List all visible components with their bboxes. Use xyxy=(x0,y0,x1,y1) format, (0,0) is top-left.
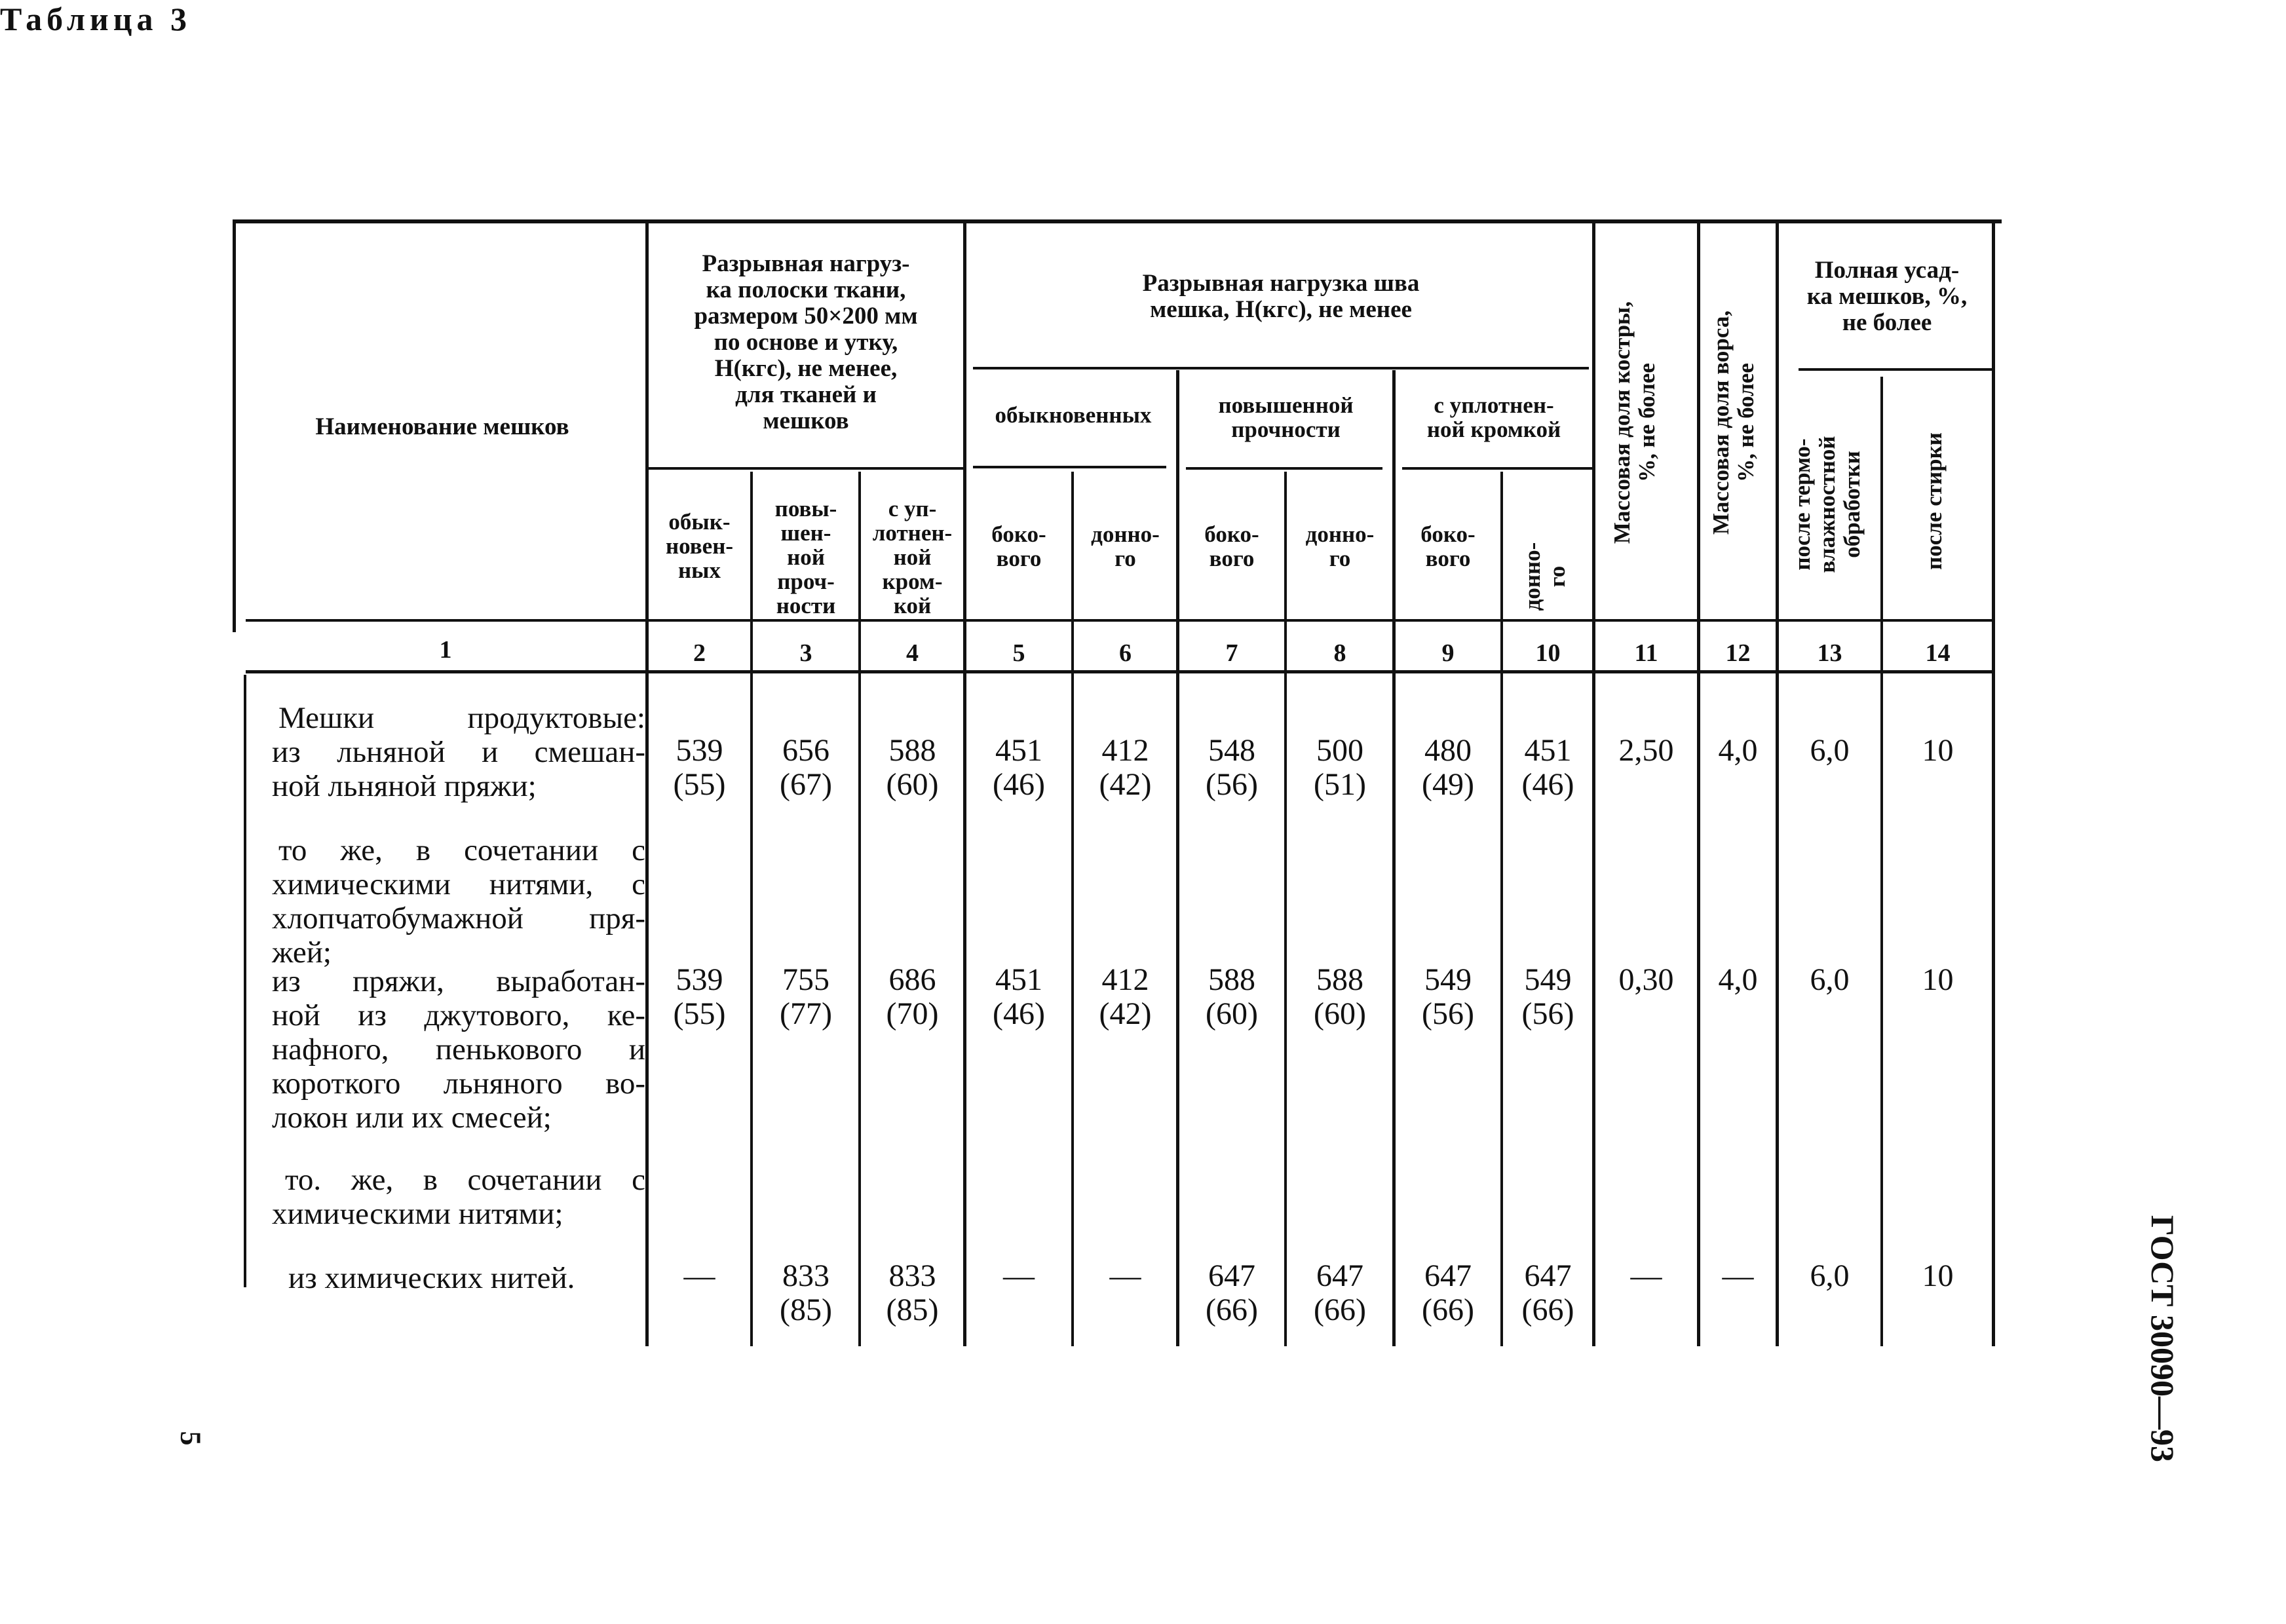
g1-sub3-line: кром- xyxy=(882,569,943,594)
group3-line: не более xyxy=(1842,309,1932,336)
group3-line: Полная усад- xyxy=(1814,257,1960,284)
cell-line: (66) xyxy=(1521,1293,1574,1327)
header-g1-high-strength xyxy=(753,497,858,618)
side-seam-line: вого xyxy=(1425,546,1471,571)
g1-sub2-line: ности xyxy=(776,593,836,618)
cell-line: 412 xyxy=(1101,962,1149,997)
col-left-rule-lower xyxy=(244,675,246,1287)
cell-line: (49) xyxy=(1422,767,1474,802)
group1-line: Н(кгс), не менее, xyxy=(714,355,898,382)
row-name-line: то же, в сочетании с xyxy=(278,833,645,867)
col-number: 4 xyxy=(906,639,919,667)
group1-line: мешков xyxy=(763,407,849,434)
table-cell xyxy=(1075,734,1176,802)
table-cell xyxy=(1779,963,1880,997)
header-side-seam-9 xyxy=(1396,522,1500,571)
cell-line: (42) xyxy=(1099,767,1152,802)
sub-divider-3 xyxy=(1402,467,1592,470)
g1-sub3-line: кой xyxy=(893,593,932,618)
cell-line: (56) xyxy=(1521,996,1574,1031)
table-cell xyxy=(1700,1259,1776,1293)
table-cell xyxy=(1287,963,1392,1031)
bottom-seam-rot-line: донно- xyxy=(1519,542,1545,611)
header-bottom-seam-8 xyxy=(1287,522,1392,571)
table-cell xyxy=(1287,1259,1392,1327)
bottom-seam-line: го xyxy=(1329,546,1351,571)
cell-line: 647 xyxy=(1316,1258,1363,1293)
row-name-line: ной из джутового, ке- xyxy=(272,998,645,1032)
table-cell xyxy=(1595,963,1697,997)
header-group1 xyxy=(652,251,960,434)
cell-line: 10 xyxy=(1922,733,1954,768)
col-sep-2-3 xyxy=(750,472,753,1346)
header-group3 xyxy=(1779,257,1995,336)
header-g2-sealed-edge xyxy=(1396,393,1592,442)
cell-line: (66) xyxy=(1422,1293,1474,1327)
col13-line: влажностной xyxy=(1814,436,1840,573)
col-number: 2 xyxy=(693,639,706,667)
g1-sub3-line: ной xyxy=(893,544,932,570)
table-cell xyxy=(1700,963,1776,997)
table-cell xyxy=(1884,963,1992,997)
g2-sealed-line: с уплотнен- xyxy=(1434,392,1554,418)
g1-sub3-line: лотнен- xyxy=(872,520,953,546)
page-number: 5 xyxy=(174,1431,207,1446)
table-cell xyxy=(753,734,858,802)
table-title: Таблица 3 xyxy=(0,1,192,37)
bottom-seam-rot-line: го xyxy=(1544,565,1570,588)
cell-line: — xyxy=(683,1258,715,1293)
table-cell xyxy=(753,963,858,1031)
group1-line: для тканей и xyxy=(735,381,877,408)
cell-line: (55) xyxy=(673,996,726,1031)
table-cell xyxy=(1504,963,1592,1031)
cell-line: 549 xyxy=(1524,962,1572,997)
cell-line: 451 xyxy=(995,733,1042,768)
header-g1-ordinary xyxy=(649,510,750,582)
row-name-line: химическими нитями; xyxy=(272,1197,563,1231)
row-name-line: короткого льняного во- xyxy=(272,1067,645,1101)
cell-line: 647 xyxy=(1524,1258,1572,1293)
g1-sub1-line: ных xyxy=(678,557,721,583)
cell-line: — xyxy=(1722,1258,1754,1293)
cell-line: (70) xyxy=(886,996,939,1031)
header-g2-ordinary: обыкновенных xyxy=(995,402,1152,428)
table-cell xyxy=(1396,1259,1500,1327)
table-cell xyxy=(1595,1259,1697,1293)
cell-line: 6,0 xyxy=(1810,962,1850,997)
g1-sub1-line: обык- xyxy=(668,509,731,535)
side-seam-line: боко- xyxy=(991,521,1046,547)
row-name-line: нафного, пенькового и xyxy=(272,1032,645,1067)
col-sep-6-7 xyxy=(1176,370,1179,1346)
table-cell xyxy=(649,734,750,802)
table-cell xyxy=(1595,734,1697,768)
g2-high-line: прочности xyxy=(1231,417,1341,442)
cell-line: (55) xyxy=(673,767,726,802)
cell-line: 755 xyxy=(782,962,829,997)
cell-line: 539 xyxy=(676,962,723,997)
cell-line: 10 xyxy=(1922,962,1954,997)
group3-divider xyxy=(1799,368,1995,371)
table-cell xyxy=(862,1259,963,1327)
col-number: 10 xyxy=(1535,639,1561,667)
row-name-line: ной льняной пряжи; xyxy=(272,769,537,803)
header-col13-heat-treatment xyxy=(1790,400,1869,609)
sub-divider-2 xyxy=(1186,467,1382,470)
cell-line: 4,0 xyxy=(1718,733,1758,768)
g1-sub3-line: с уп- xyxy=(888,496,937,521)
cell-line: (85) xyxy=(886,1293,939,1327)
group1-line: Разрывная нагруз- xyxy=(702,250,910,277)
cell-line: 656 xyxy=(782,733,829,768)
cell-line: 686 xyxy=(888,962,936,997)
header-bottom-rule xyxy=(246,619,1995,622)
cell-line: (56) xyxy=(1206,767,1258,802)
g1-sub2-line: повы- xyxy=(774,496,837,521)
header-name-col: Наименование мешков xyxy=(315,413,569,440)
side-seam-line: боко- xyxy=(1204,521,1259,547)
cell-line: — xyxy=(1109,1258,1141,1293)
cell-line: (66) xyxy=(1314,1293,1366,1327)
cell-line: (46) xyxy=(1521,767,1574,802)
group1-line: размером 50×200 мм xyxy=(694,303,918,330)
side-seam-line: боко- xyxy=(1420,521,1476,547)
cell-line: (46) xyxy=(993,767,1045,802)
cell-line: 6,0 xyxy=(1810,733,1850,768)
g2-sealed-line: ной кромкой xyxy=(1426,417,1561,442)
col-sep-13-14 xyxy=(1880,377,1883,1346)
row-name-line: хлопчатобумажной пря- xyxy=(272,901,645,935)
table-cell xyxy=(1884,1259,1992,1293)
g1-sub1-line: новен- xyxy=(665,533,734,559)
cell-line: (60) xyxy=(1314,996,1366,1031)
cell-line: 480 xyxy=(1424,733,1472,768)
cell-line: (60) xyxy=(886,767,939,802)
col-sep-12-13 xyxy=(1776,219,1779,1346)
header-bottom-seam-6 xyxy=(1075,522,1176,571)
cell-line: 451 xyxy=(995,962,1042,997)
row-name-line: Мешки продуктовые: xyxy=(278,701,645,735)
table-cell xyxy=(862,734,963,802)
col-left-rule xyxy=(233,219,236,632)
cell-line: (77) xyxy=(780,996,832,1031)
cell-line: 500 xyxy=(1316,733,1363,768)
col13-line: обработки xyxy=(1839,451,1865,558)
row-name-jute xyxy=(272,964,645,1135)
col-number: 11 xyxy=(1634,639,1658,667)
row-name-flax-chemical xyxy=(272,833,645,970)
header-g2-high-strength xyxy=(1179,393,1392,442)
row-name-line: из химических нитей. xyxy=(288,1261,575,1295)
sub-divider-1 xyxy=(973,466,1166,468)
cell-line: (56) xyxy=(1422,996,1474,1031)
row-name-line: то. же, в сочетании с xyxy=(285,1163,645,1197)
g1-sub2-line: проч- xyxy=(777,569,835,594)
cell-line: 6,0 xyxy=(1810,1258,1850,1293)
gost-side-label: ГОСТ 30090—93 xyxy=(2144,1215,2181,1463)
row-name-line: из льняной и смешан- xyxy=(272,735,645,769)
cell-line: 412 xyxy=(1101,733,1149,768)
row-name-jute-chemical xyxy=(272,1163,645,1231)
g1-sub2-line: ной xyxy=(787,544,825,570)
group2-line: Разрывная нагрузка шва xyxy=(1142,270,1420,297)
col-sep-9-10 xyxy=(1500,472,1503,1346)
header-bottom-seam-10 xyxy=(1520,521,1572,632)
cell-line: (67) xyxy=(780,767,832,802)
cell-line: (51) xyxy=(1314,767,1366,802)
col-number: 13 xyxy=(1817,639,1842,667)
cell-line: 647 xyxy=(1208,1258,1255,1293)
bottom-seam-line: го xyxy=(1114,546,1136,571)
table-cell xyxy=(649,963,750,1031)
g2-high-line: повышенной xyxy=(1218,392,1354,418)
table-cell xyxy=(966,1259,1071,1293)
group3-line: ка мешков, %, xyxy=(1806,283,1968,310)
group2-divider xyxy=(973,367,1589,369)
cell-line: (60) xyxy=(1206,996,1258,1031)
table-cell xyxy=(753,1259,858,1327)
table-cell xyxy=(1396,734,1500,802)
header-side-seam-5 xyxy=(966,522,1071,571)
row-name-line: локон или их смесей; xyxy=(272,1101,552,1135)
row-name-line: жей; xyxy=(272,935,332,970)
col-sep-8-9 xyxy=(1392,370,1396,1346)
cell-line: (46) xyxy=(993,996,1045,1031)
col-right-rule xyxy=(1992,219,1995,1346)
table-cell xyxy=(1779,1259,1880,1293)
cell-line: 4,0 xyxy=(1718,962,1758,997)
col11-line: Массовая доля костры, xyxy=(1609,301,1635,544)
side-seam-line: вого xyxy=(996,546,1042,571)
table-cell xyxy=(1700,734,1776,768)
g1-sub2-line: шен- xyxy=(780,520,831,546)
header-col14-washing: после стирки xyxy=(1921,432,1947,570)
table-cell xyxy=(966,734,1071,802)
table-cell xyxy=(1075,963,1176,1031)
col-sep-3-4 xyxy=(858,472,861,1346)
cell-line: 588 xyxy=(1316,962,1363,997)
cell-line: 588 xyxy=(888,733,936,768)
col-sep-10-11 xyxy=(1592,219,1595,1346)
col-sep-11-12 xyxy=(1697,219,1700,1346)
sub-divider-g1 xyxy=(649,467,963,470)
cell-line: (66) xyxy=(1206,1293,1258,1327)
cell-line: — xyxy=(1003,1258,1035,1293)
table-cell xyxy=(1075,1259,1176,1293)
col11-line: %, не более xyxy=(1634,363,1660,482)
col-sep-5-6 xyxy=(1071,472,1074,1346)
row-name-line: химическими нитями, с xyxy=(272,867,645,901)
header-group2 xyxy=(970,271,1592,323)
group1-line: по основе и утку, xyxy=(714,329,898,356)
cell-line: 539 xyxy=(676,733,723,768)
cell-line: 451 xyxy=(1524,733,1572,768)
group2-line: мешка, Н(кгс), не менее xyxy=(1150,296,1412,323)
table-cell xyxy=(1504,1259,1592,1327)
cell-line: 833 xyxy=(888,1258,936,1293)
row-name-products xyxy=(272,701,645,803)
side-seam-line: вого xyxy=(1209,546,1255,571)
cell-line: 647 xyxy=(1424,1258,1472,1293)
cell-line: 588 xyxy=(1208,962,1255,997)
col-number: 1 xyxy=(439,636,452,664)
col-number: 6 xyxy=(1119,639,1132,667)
cell-line: 549 xyxy=(1424,962,1472,997)
col-number: 8 xyxy=(1333,639,1346,667)
col-number: 7 xyxy=(1225,639,1238,667)
col-number: 5 xyxy=(1012,639,1025,667)
cell-line: 10 xyxy=(1922,1258,1954,1293)
cell-line: (85) xyxy=(780,1293,832,1327)
table-cell xyxy=(1179,963,1284,1031)
row-name-chemical xyxy=(272,1261,645,1295)
table-cell xyxy=(966,963,1071,1031)
cell-line: — xyxy=(1630,1258,1662,1293)
cell-line: 2,50 xyxy=(1618,733,1674,768)
cell-line: 0,30 xyxy=(1618,962,1674,997)
bottom-seam-line: донно- xyxy=(1305,521,1375,547)
table-cell xyxy=(1884,734,1992,768)
col-number: 9 xyxy=(1441,639,1455,667)
col-number: 12 xyxy=(1725,639,1751,667)
table-cell xyxy=(1287,734,1392,802)
header-col12-pile xyxy=(1709,252,1768,593)
colnum-bottom-rule xyxy=(246,670,1995,673)
table-cell xyxy=(1504,734,1592,802)
table-cell xyxy=(1779,734,1880,768)
header-col11-shive xyxy=(1610,252,1669,593)
col-sep-7-8 xyxy=(1284,472,1287,1346)
col-number: 3 xyxy=(799,639,812,667)
col12-line: %, не более xyxy=(1733,363,1759,482)
group1-line: ка полоски ткани, xyxy=(706,276,906,303)
table-cell xyxy=(862,963,963,1031)
header-g1-sealed-edge xyxy=(862,497,963,618)
cell-line: 548 xyxy=(1208,733,1255,768)
row-name-line: из пряжи, выработан- xyxy=(272,964,645,998)
table-cell xyxy=(1179,734,1284,802)
col13-line: после термо- xyxy=(1789,438,1815,571)
table-top-rule xyxy=(233,219,2002,223)
cell-line: 833 xyxy=(782,1258,829,1293)
bottom-seam-line: донно- xyxy=(1091,521,1160,547)
table-cell xyxy=(1179,1259,1284,1327)
cell-line: (42) xyxy=(1099,996,1152,1031)
table-cell xyxy=(649,1259,750,1293)
table-cell xyxy=(1396,963,1500,1031)
header-side-seam-7 xyxy=(1179,522,1284,571)
col-number: 14 xyxy=(1925,639,1951,667)
col12-line: Массовая доля ворса, xyxy=(1708,310,1734,535)
